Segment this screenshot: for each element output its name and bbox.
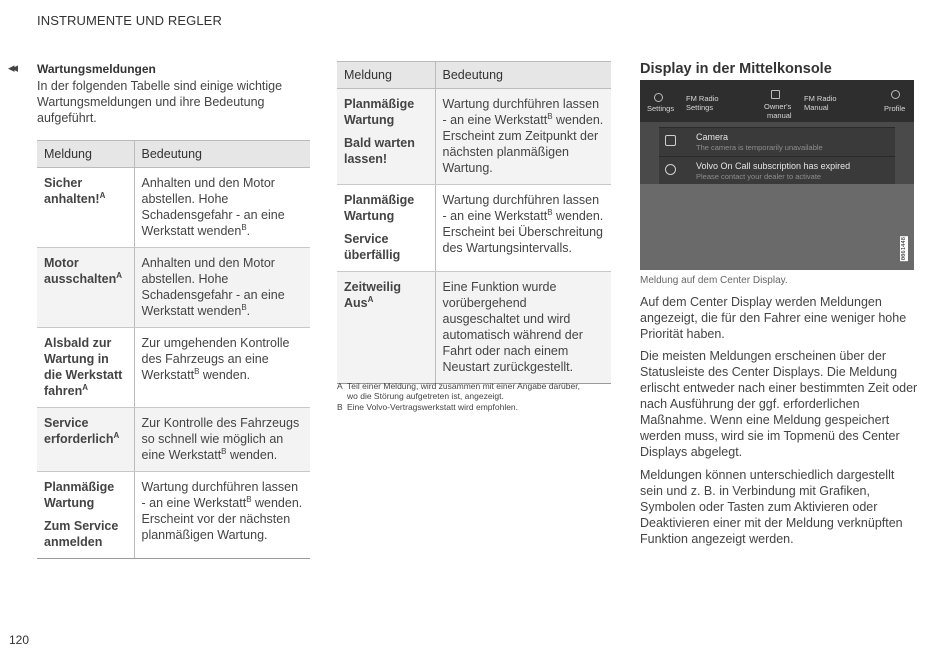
meaning-cell — [435, 272, 611, 384]
column-header-message: Meldung — [337, 62, 435, 89]
meaning-text-end: wenden. Erscheint bei Überschreitung des Wartungsintervalls. — [442, 209, 604, 255]
meaning-text: Zur Kontrolle des Fahrzeugs so schnell wie möglich an eine Werkstatt — [141, 416, 300, 462]
footnote-text: Teil einer Meldung, wird zusammen mit einer Angabe darüber, — [347, 381, 580, 391]
footnote-marker: B — [241, 302, 247, 312]
notification-title: Volvo On Call subscription has expired — [696, 161, 851, 171]
meaning-cell — [134, 472, 310, 559]
footnote-text: Eine Volvo-Vertragswerkstatt wird empfohlen. — [347, 402, 519, 412]
footnote-marker: A — [113, 430, 120, 440]
message-cell — [37, 472, 134, 559]
owners-manual-label-2: manual — [767, 111, 792, 120]
meaning-text-end: . — [246, 304, 251, 318]
message-cell — [337, 89, 435, 185]
fm-radio-settings-label-2: Settings — [686, 103, 714, 112]
image-caption: Meldung auf dem Center Display. — [640, 275, 788, 286]
connection-icon — [665, 164, 676, 175]
message-name: Alsbald zur Wartung in die Werkstatt fahren — [44, 336, 123, 398]
meaning-text: Anhalten und den Motor abstellen. Hohe Schadensgefahr - an eine Werkstatt wenden — [141, 176, 285, 238]
column-header-meaning: Bedeutung — [134, 141, 310, 168]
table-header-row — [37, 141, 310, 168]
meaning-cell — [435, 89, 611, 185]
maintenance-table-right — [337, 61, 611, 384]
footnote-marker: B — [221, 446, 227, 456]
owners-manual-label-1: Owner's — [764, 102, 792, 111]
meaning-cell — [134, 248, 310, 328]
table-row — [337, 272, 611, 384]
meaning-cell — [134, 328, 310, 408]
table-row — [337, 89, 611, 185]
message-subname: Service überfällig — [344, 232, 401, 262]
meaning-text-end: wenden. Erscheint zum Zeitpunkt der nächsten planmäßigen Wartung. — [442, 113, 604, 175]
display-section-title: Display in der Mittelkonsole — [640, 61, 832, 77]
meaning-text: Anhalten und den Motor abstellen. Hohe Schadensgefahr - an eine Werkstatt wenden — [141, 256, 285, 318]
footnote-marker: A — [82, 382, 88, 392]
page-number: 120 — [9, 633, 30, 647]
fm-radio-settings-label-1: FM Radio — [686, 94, 719, 103]
paragraph-1: Auf dem Center Display werden Meldungen angezeigt, die für den Fahrer eine weniger hohe Priorität haben. — [640, 295, 907, 341]
footnote-marker: A — [116, 270, 123, 280]
message-name: Service erforderlich — [44, 416, 114, 446]
table-row — [37, 168, 310, 248]
display-top-menu — [640, 80, 914, 122]
message-cell — [37, 168, 134, 248]
message-cell — [37, 408, 134, 472]
paragraph-3: Meldungen können unterschiedlich dargestellt sein und z. B. in Verbindung mit Grafiken, Symbolen oder Tasten zum Aktivieren oder Deaktivieren einer mit der Meldung verknüpften Funktion angezeigt werden. — [640, 468, 903, 546]
meaning-cell — [435, 185, 611, 272]
footnote-marker: B — [547, 207, 553, 217]
meaning-text-end: wenden. — [199, 368, 251, 382]
message-name: Planmäßige Wartung — [344, 97, 415, 127]
meaning-text: Wartung durchführen lassen - an eine Werkstatt — [141, 480, 299, 510]
meaning-text: Zur umgehenden Kontrolle des Fahrzeugs an eine Werkstatt — [141, 336, 290, 382]
message-cell — [337, 185, 435, 272]
camera-icon — [665, 135, 676, 146]
meaning-text: Wartung durchführen lassen - an eine Werkstatt — [442, 97, 600, 127]
notification-subtitle: The camera is temporarily unavailable — [696, 143, 823, 152]
chapter-header: INSTRUMENTE UND REGLER — [37, 13, 222, 28]
table-row — [37, 408, 310, 472]
table-row — [337, 185, 611, 272]
book-icon — [771, 90, 780, 99]
footnote-a — [337, 381, 612, 401]
footnote-b — [337, 402, 612, 412]
message-name: Motor ausschalten — [44, 256, 117, 286]
notification-camera — [659, 127, 895, 157]
footnote-key: B — [337, 402, 343, 412]
meaning-text: Wartung durchführen lassen - an eine Werkstatt — [442, 193, 600, 223]
settings-icon — [654, 93, 663, 102]
footnote-text-continued: wo die Störung aufgetreten ist, angezeigt. — [347, 391, 504, 401]
meaning-text-end: . — [246, 224, 251, 238]
notification-title: Camera — [696, 132, 729, 142]
paragraph-2: Die meisten Meldungen erscheinen über der Statusleiste des Center Displays. Die Meldung erlischt entweder nach einer bestimmten Zeit oder nach Ausführung der ggf. erforderlichen Maßnahme. Wenn eine Meldung gespeichert werden muss, wird sie im Topmenü des Center Displays abgelegt. — [640, 349, 918, 459]
table-row — [37, 472, 310, 559]
previous-page-icon[interactable]: ◂◂ — [8, 60, 16, 75]
meaning-text: Eine Funktion wurde vorübergehend ausgeschaltet und wird automatisch während der Fahrt oder nach einem Neustart zurückgestellt. — [442, 280, 583, 374]
maintenance-table-left — [37, 140, 310, 559]
settings-label: Settings — [647, 104, 675, 113]
message-cell — [37, 328, 134, 408]
profile-icon — [891, 90, 900, 99]
image-code: 0061448 — [901, 236, 907, 260]
message-cell — [37, 248, 134, 328]
intro-paragraph: In der folgenden Tabelle sind einige wichtige Wartungsmeldungen und ihre Bedeutung aufgeführt. — [37, 79, 283, 125]
fm-radio-manual-label-1: FM Radio — [804, 94, 837, 103]
display-empty-area — [640, 184, 914, 270]
message-name: Planmäßige Wartung — [44, 480, 115, 510]
meaning-cell — [134, 168, 310, 248]
footnote-marker: B — [246, 494, 252, 504]
table-row — [37, 248, 310, 328]
column-header-message: Meldung — [37, 141, 134, 168]
message-cell — [337, 272, 435, 384]
notification-volvo-on-call — [659, 156, 895, 186]
message-subname: Bald warten lassen! — [344, 136, 415, 166]
meaning-text-end: wenden. Erscheint vor der nächsten planmäßigen Wartung. — [141, 496, 303, 542]
meaning-cell — [134, 408, 310, 472]
footnote-marker: B — [194, 366, 200, 376]
message-name: Zeitweilig Aus — [344, 280, 401, 310]
message-name: Planmäßige Wartung — [344, 193, 415, 223]
footnote-marker: A — [99, 190, 106, 200]
footnote-marker: B — [241, 222, 247, 232]
footnote-marker: B — [547, 111, 553, 121]
fm-radio-manual-label-2: Manual — [804, 103, 829, 112]
section-title: Wartungsmeldungen — [37, 62, 156, 76]
message-subname: Zum Service anmelden — [44, 519, 119, 549]
profile-label: Profile — [884, 104, 906, 113]
footnote-key: A — [337, 381, 343, 391]
table-row — [37, 328, 310, 408]
message-name: Sicher anhalten! — [44, 176, 100, 206]
notification-subtitle: Please contact your dealer to activate — [696, 172, 822, 181]
column-header-meaning: Bedeutung — [435, 62, 611, 89]
footnote-marker: A — [367, 294, 374, 304]
table-header-row — [337, 62, 611, 89]
meaning-text-end: wenden. — [226, 448, 278, 462]
center-display-image — [640, 80, 914, 270]
